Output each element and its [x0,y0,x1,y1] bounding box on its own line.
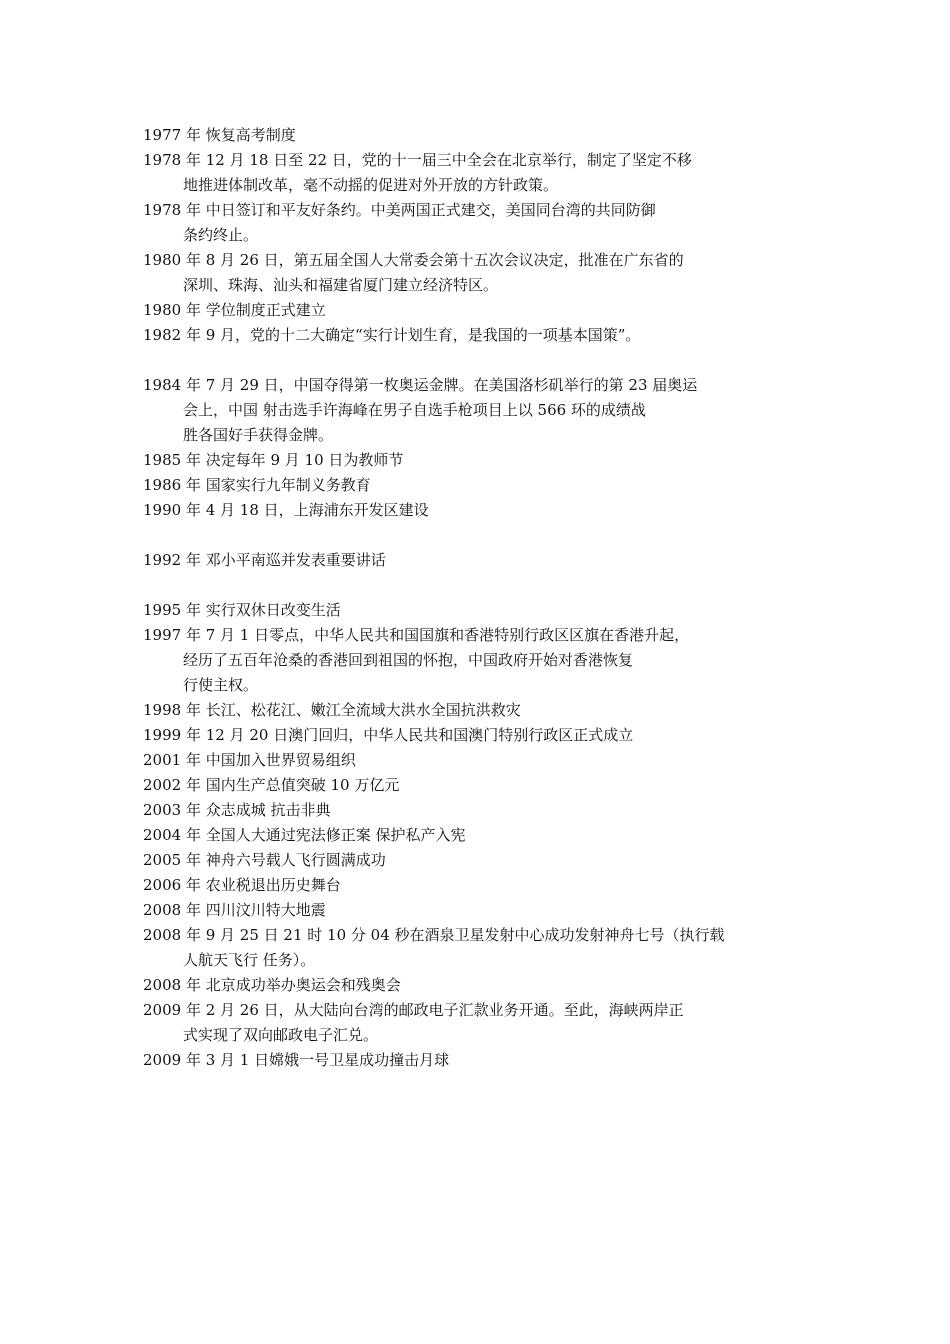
entry-line: 1977 年 恢复高考制度 [143,126,296,144]
timeline-entry-2004 [143,823,783,848]
entry-line: 1984 年 7 月 29 日，中国夺得第一枚奥运金牌。在美国洛杉矶举行的第 23 届奥运 [143,376,698,394]
blank-line [143,573,783,598]
timeline-entry-1999 [143,723,783,748]
entry-line-continued: 人航天飞行 任务）。 [183,951,316,969]
timeline-entry-1985 [143,448,783,473]
entry-line: 1997 年 7 月 1 日零点，中华人民共和国国旗和香港特别行政区区旗在香港升起， [143,626,690,644]
entry-line: 2002 年 国内生产总值突破 10 万亿元 [143,776,400,794]
entry-line: 2001 年 中国加入世界贸易组织 [143,751,356,769]
timeline-entry-2003 [143,798,783,823]
entry-line-continued: 经历了五百年沧桑的香港回到祖国的怀抱，中国政府开始对香港恢复 [183,651,634,669]
entry-line: 2008 年 9 月 25 日 21 时 10 分 04 秒在酒泉卫星发射中心成功发射神舟七号（执行载 [143,926,725,944]
timeline-entry-1980-sez [143,248,783,298]
timeline-entry-2009-change1 [143,1048,783,1073]
entry-line: 1992 年 邓小平南巡并发表重要讲话 [143,551,386,569]
timeline-entry-1978-reform [143,148,783,198]
entry-line-continued: 会上，中国 射击选手许海峰在男子自选手枪项目上以 566 环的成绩战 [183,401,646,419]
entry-line-continued: 条约终止。 [183,226,259,244]
timeline-entry-1978-treaty [143,198,783,248]
entry-line: 2009 年 2 月 26 日，从大陆向台湾的邮政电子汇款业务开通。至此，海峡两岸正 [143,1001,684,1019]
entry-line: 1980 年 学位制度正式建立 [143,301,326,319]
timeline-entry-1980-degree [143,298,783,323]
timeline-entry-1986 [143,473,783,498]
entry-line: 1995 年 实行双休日改变生活 [143,601,341,619]
timeline-entry-1997 [143,623,783,698]
entry-line: 2008 年 北京成功举办奥运会和残奥会 [143,976,401,994]
entry-line-continued: 式实现了双向邮政电子汇兑。 [183,1026,379,1044]
timeline-entry-2005 [143,848,783,873]
entry-line: 1990 年 4 月 18 日，上海浦东开发区建设 [143,501,429,519]
entry-line-continued: 行使主权。 [183,676,259,694]
timeline-entry-1995 [143,598,783,623]
entry-line: 2003 年 众志成城 抗击非典 [143,801,331,819]
entry-line: 1982 年 9 月，党的十二大确定“实行计划生育，是我国的一项基本国策”。 [143,326,641,344]
timeline-entry-1982 [143,323,783,348]
entry-line: 1980 年 8 月 26 日，第五届全国人大常委会第十五次会议决定，批准在广东省的 [143,251,684,269]
blank-line [143,523,783,548]
entry-line: 1999 年 12 月 20 日澳门回归，中华人民共和国澳门特别行政区正式成立 [143,726,634,744]
timeline-entry-1990 [143,498,783,523]
timeline-entry-2001 [143,748,783,773]
entry-line: 2004 年 全国人大通过宪法修正案 保护私产入宪 [143,826,466,844]
entry-line-continued: 地推进体制改革，毫不动摇的促进对外开放的方针政策。 [183,176,559,194]
entry-line: 2006 年 农业税退出历史舞台 [143,876,341,894]
timeline-entry-2008-olympics [143,973,783,998]
entry-line: 2008 年 四川汶川特大地震 [143,901,326,919]
blank-line [143,348,783,373]
timeline-entry-2009-postal [143,998,783,1048]
timeline-entry-2008-earthquake [143,898,783,923]
entry-line-continued: 胜各国好手获得金牌。 [183,426,334,444]
timeline-entry-1992 [143,548,783,573]
entry-line: 1985 年 决定每年 9 月 10 日为教师节 [143,451,404,469]
entry-line: 1986 年 国家实行九年制义务教育 [143,476,371,494]
entry-line: 1978 年 12 月 18 日至 22 日，党的十一届三中全会在北京举行，制定了坚定不移 [143,151,692,169]
entry-line: 2009 年 3 月 1 日嫦娥一号卫星成功撞击月球 [143,1051,450,1069]
timeline-entry-1998 [143,698,783,723]
timeline-entry-1984 [143,373,783,448]
entry-line-continued: 深圳、珠海、汕头和福建省厦门建立经济特区。 [183,276,499,294]
timeline-entry-2008-shenzhou7 [143,923,783,973]
entry-line: 2005 年 神舟六号载人飞行圆满成功 [143,851,386,869]
entry-line: 1978 年 中日签订和平友好条约。中美两国正式建交，美国同台湾的共同防御 [143,201,656,219]
timeline-entry-2002 [143,773,783,798]
timeline-entry-1977 [143,123,783,148]
timeline-entry-2006 [143,873,783,898]
timeline [143,123,783,1073]
entry-line: 1998 年 长江、松花江、嫩江全流域大洪水全国抗洪救灾 [143,701,521,719]
